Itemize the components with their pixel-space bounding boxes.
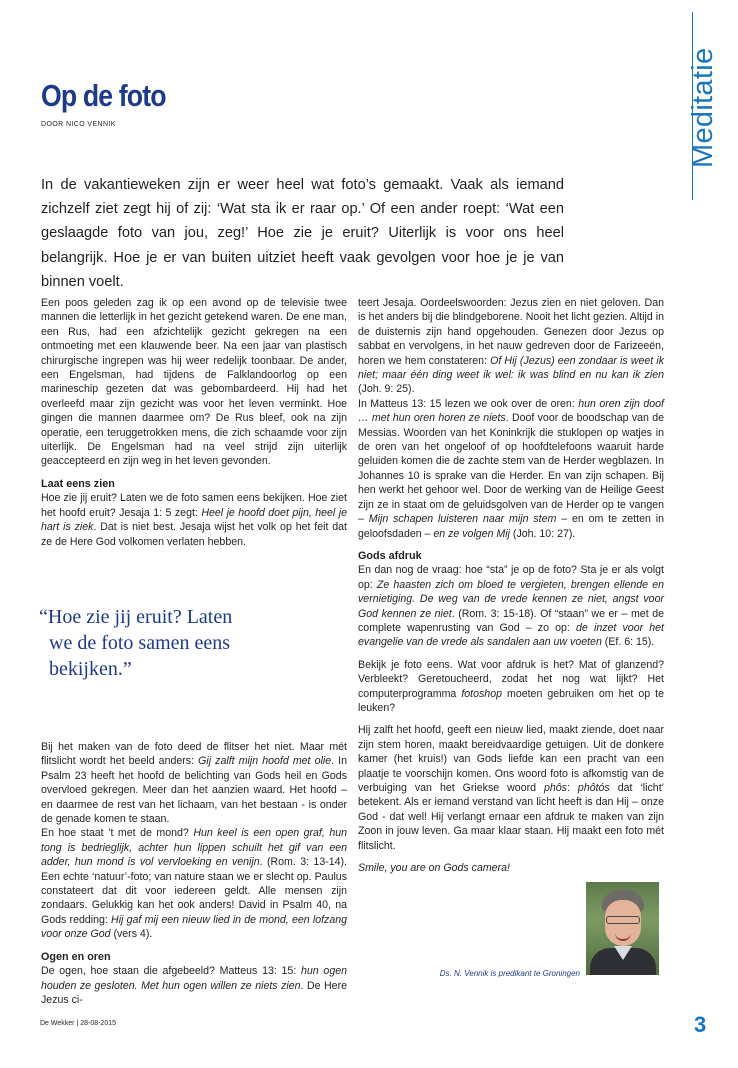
- page-number: 3: [694, 1012, 707, 1037]
- paragraph: Een poos geleden zag ik op een avond op de televisie twee mannen die letterlijk in het gezicht getekend waren. De ene man, een Rus, had een afzichtelijk gezicht gekregen na een ontmoeting met een klauwende beer. Na een jaar van plastisch chirurgische ingrepen was hij weer redelijk toonbaar. De ander, een Engelsman, had tijdens de Falklandoorlog op een marineschip gezeten dat was gebombardeerd. Hij had het overleefd maar zijn gezicht was voor het leven verminkt. Hoe gingen die mannen daarmee om? De Rus bleef, ook na zijn operatie, een teruggetrokken mens, die zich schaamde voor zijn uiterlijk. De Engelsman had na veel strijd zijn uiterlijk geaccepteerd en zijn weg in het leven gevonden.: [41, 297, 347, 468]
- paragraph: En hoe staat ’t met de mond? Hun keel is een open graf, hun tong is bedrieglijk, achter hun lippen schuilt het gif van een adder, hun mond is vol vervloeking en venijn. (Rom. 3: 13-14). Een echte ‘natuur’-foto; van nature staan we er slecht op. Paulus constateert dat dit voor iedereen geldt. Alle mensen zijn zondaars. Gelukkig kan het ook anders! David in Psalm 40, na Gods redding: Hij gaf mij een nieuw lied in de mond, een lofzang voor onze God (vers 4).: [41, 827, 348, 941]
- section-label: Meditatie: [687, 47, 719, 168]
- left-column-top: [41, 296, 347, 549]
- paragraph: In Matteus 13: 15 lezen we ook over de oren: hun oren zijn doof … met hun oren horen ze niets. Doof voor de boodschap van de Messias. Woorden van het Koninkrijk die stuklopen op watjes in de oren van het ongeloof of op hoofdtelefoons waaruit harde geluiden komen die de zachte stem van de Herder wegblazen. In Johannes 10 is sprake van die Herder. En van zijn schapen. Bij hen werkt het gehoor wel. Door de werking van de Heilige Geest zijn ze in staat om de geluidsgolven van de Herder op te vangen – Mijn schapen luisteren naar mijn stem – en om te zetten in geloofsdaden – en ze volgen Mij (Joh. 10: 27).: [358, 397, 664, 540]
- photo-glasses: [606, 916, 640, 924]
- closing-line: Smile, you are on Gods camera!: [358, 862, 510, 875]
- byline: DOOR NICO VENNIK: [41, 121, 116, 128]
- intro-paragraph: In de vakantieweken zijn er weer heel wat foto’s gemaakt. Vaak als iemand zichzelf ziet zegt hij of zij: ‘Wat sta ik er raar op.’ Of een ander roept: ‘Wat een geslaagde foto van jou, zeg!’ Hoe zie je eruit? Uiterlijk is voor ons heel belangrijk. Hoe je er van buiten uitziet heeft vaak gevolgen voor hoe je je van binnen voelt.: [41, 177, 564, 290]
- pull-quote-line: bekijken.”: [49, 658, 132, 680]
- paragraph: Hij zalft het hoofd, geeft een nieuw lied, maakt ziende, doet naar zijn stem horen, maakt bereidvaardige getuigen. Uit de donkere kamer (het kruis!) van Gods liefde kan een pracht van een plaatje te voorschijn komen. Ons woord foto is afkomstig van de verbuiging van het Griekse woord phôs: phôtós dat ‘licht’ betekent. Als er iemand verstand van licht heeft is dan Hij – onze God - dat wel! Hij verlangt ernaar een afdruk te maken van zijn Zoon in jouw leven. Ga maar klaar staan. Hij maakt een foto mét flitslicht.: [358, 724, 664, 852]
- photo-caption: Ds. N. Vennik is predikant te Groningen: [439, 969, 580, 978]
- article-title: Op de foto: [41, 78, 166, 113]
- paragraph: Bekijk je foto eens. Wat voor afdruk is het? Mat of glanzend? Verbleekt? Geretoucheerd, zodat het nog wat lijkt? Het computerprogramma fotoshop moeten gebruiken om het op te leuken?: [358, 658, 664, 714]
- pull-quote-line: “Hoe zie jij eruit? Laten: [39, 606, 233, 628]
- footer: De Wekker | 28-08-2015: [40, 1020, 117, 1027]
- author-photo: [586, 882, 659, 975]
- pull-quote-line: we de foto samen eens: [49, 632, 231, 654]
- paragraph: teert Jesaja. Oordeelswoorden: Jezus zien en niet geloven. Dan is het anders bij die blindgeborene. Nooit het licht gezien. Altijd in de duisternis zijn hand opgehouden. Genezen door Jezus op sabbat en vervolgens, in het nauw gedreven door de Farizeeën, horen we hem constateren: Of Hij (Jezus) een zondaar is weet ik niet; maar één ding weet ik wel: ik was blind en nu kan ik zien (Joh. 9: 25).: [358, 297, 664, 396]
- paragraph: Bij het maken van de foto deed de flitser het niet. Maar mét flitslicht wordt het beeld anders: Gij zalft mijn hoofd met olie. In Psalm 23 heeft het hoofd de belichting van Gods heil en Gods overvloed gekregen. Meer dan het aanzien waard. Het hoofd – en daarmee de rest van het lichaam, van het bestaan - is onder de genade komen te staan.: [41, 741, 347, 826]
- paragraph: De ogen, hoe staan die afgebeeld? Matteus 13: 15: hun ogen houden ze gesloten. Met hun ogen willen ze niets zien. De Here Jezus ci-: [41, 965, 347, 1006]
- subheading: Ogen en oren: [41, 950, 111, 963]
- right-column: [358, 296, 664, 875]
- paragraph: Hoe zie jij eruit? Laten we de foto samen eens bekijken. Hoe ziet het hoofd eruit? Jesaja 1: 5 zegt: Heel je hoofd doet pijn, heel je hart is ziek. Dat is niet best. Jesaja wijst het volk op het feit dat ze de Here God volkomen verlaten hebben.: [41, 492, 348, 548]
- left-column-bottom: [41, 740, 347, 1007]
- subheading: Gods afdruk: [358, 549, 422, 562]
- pull-quote: [39, 604, 299, 682]
- paragraph: En dan nog de vraag: hoe “sta” je op de foto? Sta je er als volgt op: Ze haasten zich om bloed te vergieten, brengen ellende en vernietiging. De weg van de vrede kennen ze niet, angst voor God kennen ze niet. (Rom. 3: 15-18). Of “staan” we er – met de complete wapenrusting van God – zo op: de inzet voor het evangelie van de vrede als sandalen aan uw voeten (Ef. 6: 15).: [358, 564, 665, 649]
- subheading: Laat eens zien: [41, 477, 115, 490]
